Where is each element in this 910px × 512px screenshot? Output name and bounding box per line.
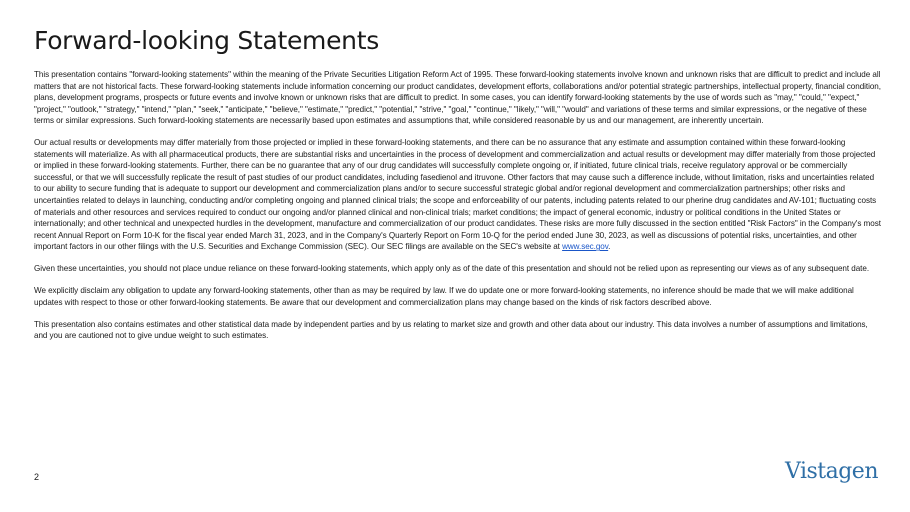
statement-body xyxy=(34,69,882,352)
page-number: 2 xyxy=(34,472,40,482)
paragraph-4: We explicitly disclaim any obligation to update any forward-looking statements, other than as may be required by law. If we do update one or more forward-looking statements, no inference should be made that we will make additional updates with respect to those or other forward-looking statements. Be aware that our development and commercialization plans may change based on the kinds of risk factors described above. xyxy=(34,286,854,307)
paragraph-5: This presentation also contains estimates and other statistical data made by independent parties and by us relating to market size and growth and other data about our industry. This data involves a number of assumptions and limitations, and you are cautioned not to give undue weight to such estimates. xyxy=(34,319,868,341)
paragraph-2-end: . xyxy=(608,242,611,252)
paragraph-3: Given these uncertainties, you should not place undue reliance on these forward-looking statements, which apply only as of the date of this presentation and should not be relied upon as representing our views as of any subsequent date. xyxy=(34,264,870,274)
page-title: Forward-looking Statements xyxy=(34,26,379,55)
sec-website-link[interactable]: www.sec.gov xyxy=(562,242,609,252)
paragraph-2-text: Our actual results or developments may differ materially from those projected or implied in these forward-looking statements, and there can be no assurance that any estimate and assumption contained within these forward-looking statements will materialize. As with all pharmaceutical products, there are substantial risks and uncertainties in the process of development and commercialization and actual results or development may differ materially from those projected or implied in these forward-looking statements. Further, there can be no guarantee that any of our drug candidates will successfully complete ongoing or, if initiated, future clinical trials, receive regulatory approval or be commercially successful, or that we will successfully replicate the result of past studies of our product candidates, including fasedienol and itruvone. Other factors that may cause such a difference include, without limitation, risks and uncertainties related to our ability to secure funding that is adequate to support our development and commercialization plans and/or to secure successful strategic global and/or regional development and commercialization partnerships; other risks and uncertainties related to delays in launching, conducting and/or completing ongoing and planned clinical trials; the scope and enforceability of our patents, including patents related to our pherine drug candidates and AV-101; fluctuating costs of materials and other resources and services required to conduct our ongoing and/or planned clinical and non-clinical trials; market conditions; the impact of general economic, industry or political conditions in the United States or internationally; and other technical and unexpected hurdles in the development, manufacture and commercialization of our product candidates. These risks are more fully discussed in the section entitled "Risk Factors" in the Company's most recent Annual Report on Form 10-K for the fiscal year ended March 31, 2023, and in the Company's Quarterly Report on Form 10-Q for the period ended June 30, 2023, as well as discussions of potential risks, uncertainties, and other important factors in our other filings with the U.S. Securities and Exchange Commission (SEC). Our SEC filings are available on the SEC's website at xyxy=(34,138,881,252)
paragraph-2 xyxy=(34,137,882,252)
vistagen-logo: Vistagen xyxy=(784,459,878,484)
paragraph-1: This presentation contains "forward-looking statements" within the meaning of the Private Securities Litigation Reform Act of 1995. These forward-looking statements involve known and unknown risks that are difficult to predict and include all matters that are not historical facts. These forward-looking statements include information concerning our product candidates, development efforts, collaborations and/or potential strategic partnerships, intellectual property, financial condition, plans, development programs, prospects or future events and involve known or unknown risks that are difficult to predict. In some cases, you can identify forward-looking statements by the use of words such as "may," "could," "expect," "project," "outlook," "strategy," "intend," "plan," "seek," "anticipate," "believe," "estimate," "predict," "potential," "strive," "goal," "continue," "likely," "will," "would" and variations of these terms and similar expressions, or the negative of these terms or similar expressions. Such forward-looking statements are necessarily based upon estimates and assumptions that, while considered reasonable by us and our management, are inherently uncertain. xyxy=(34,70,881,126)
